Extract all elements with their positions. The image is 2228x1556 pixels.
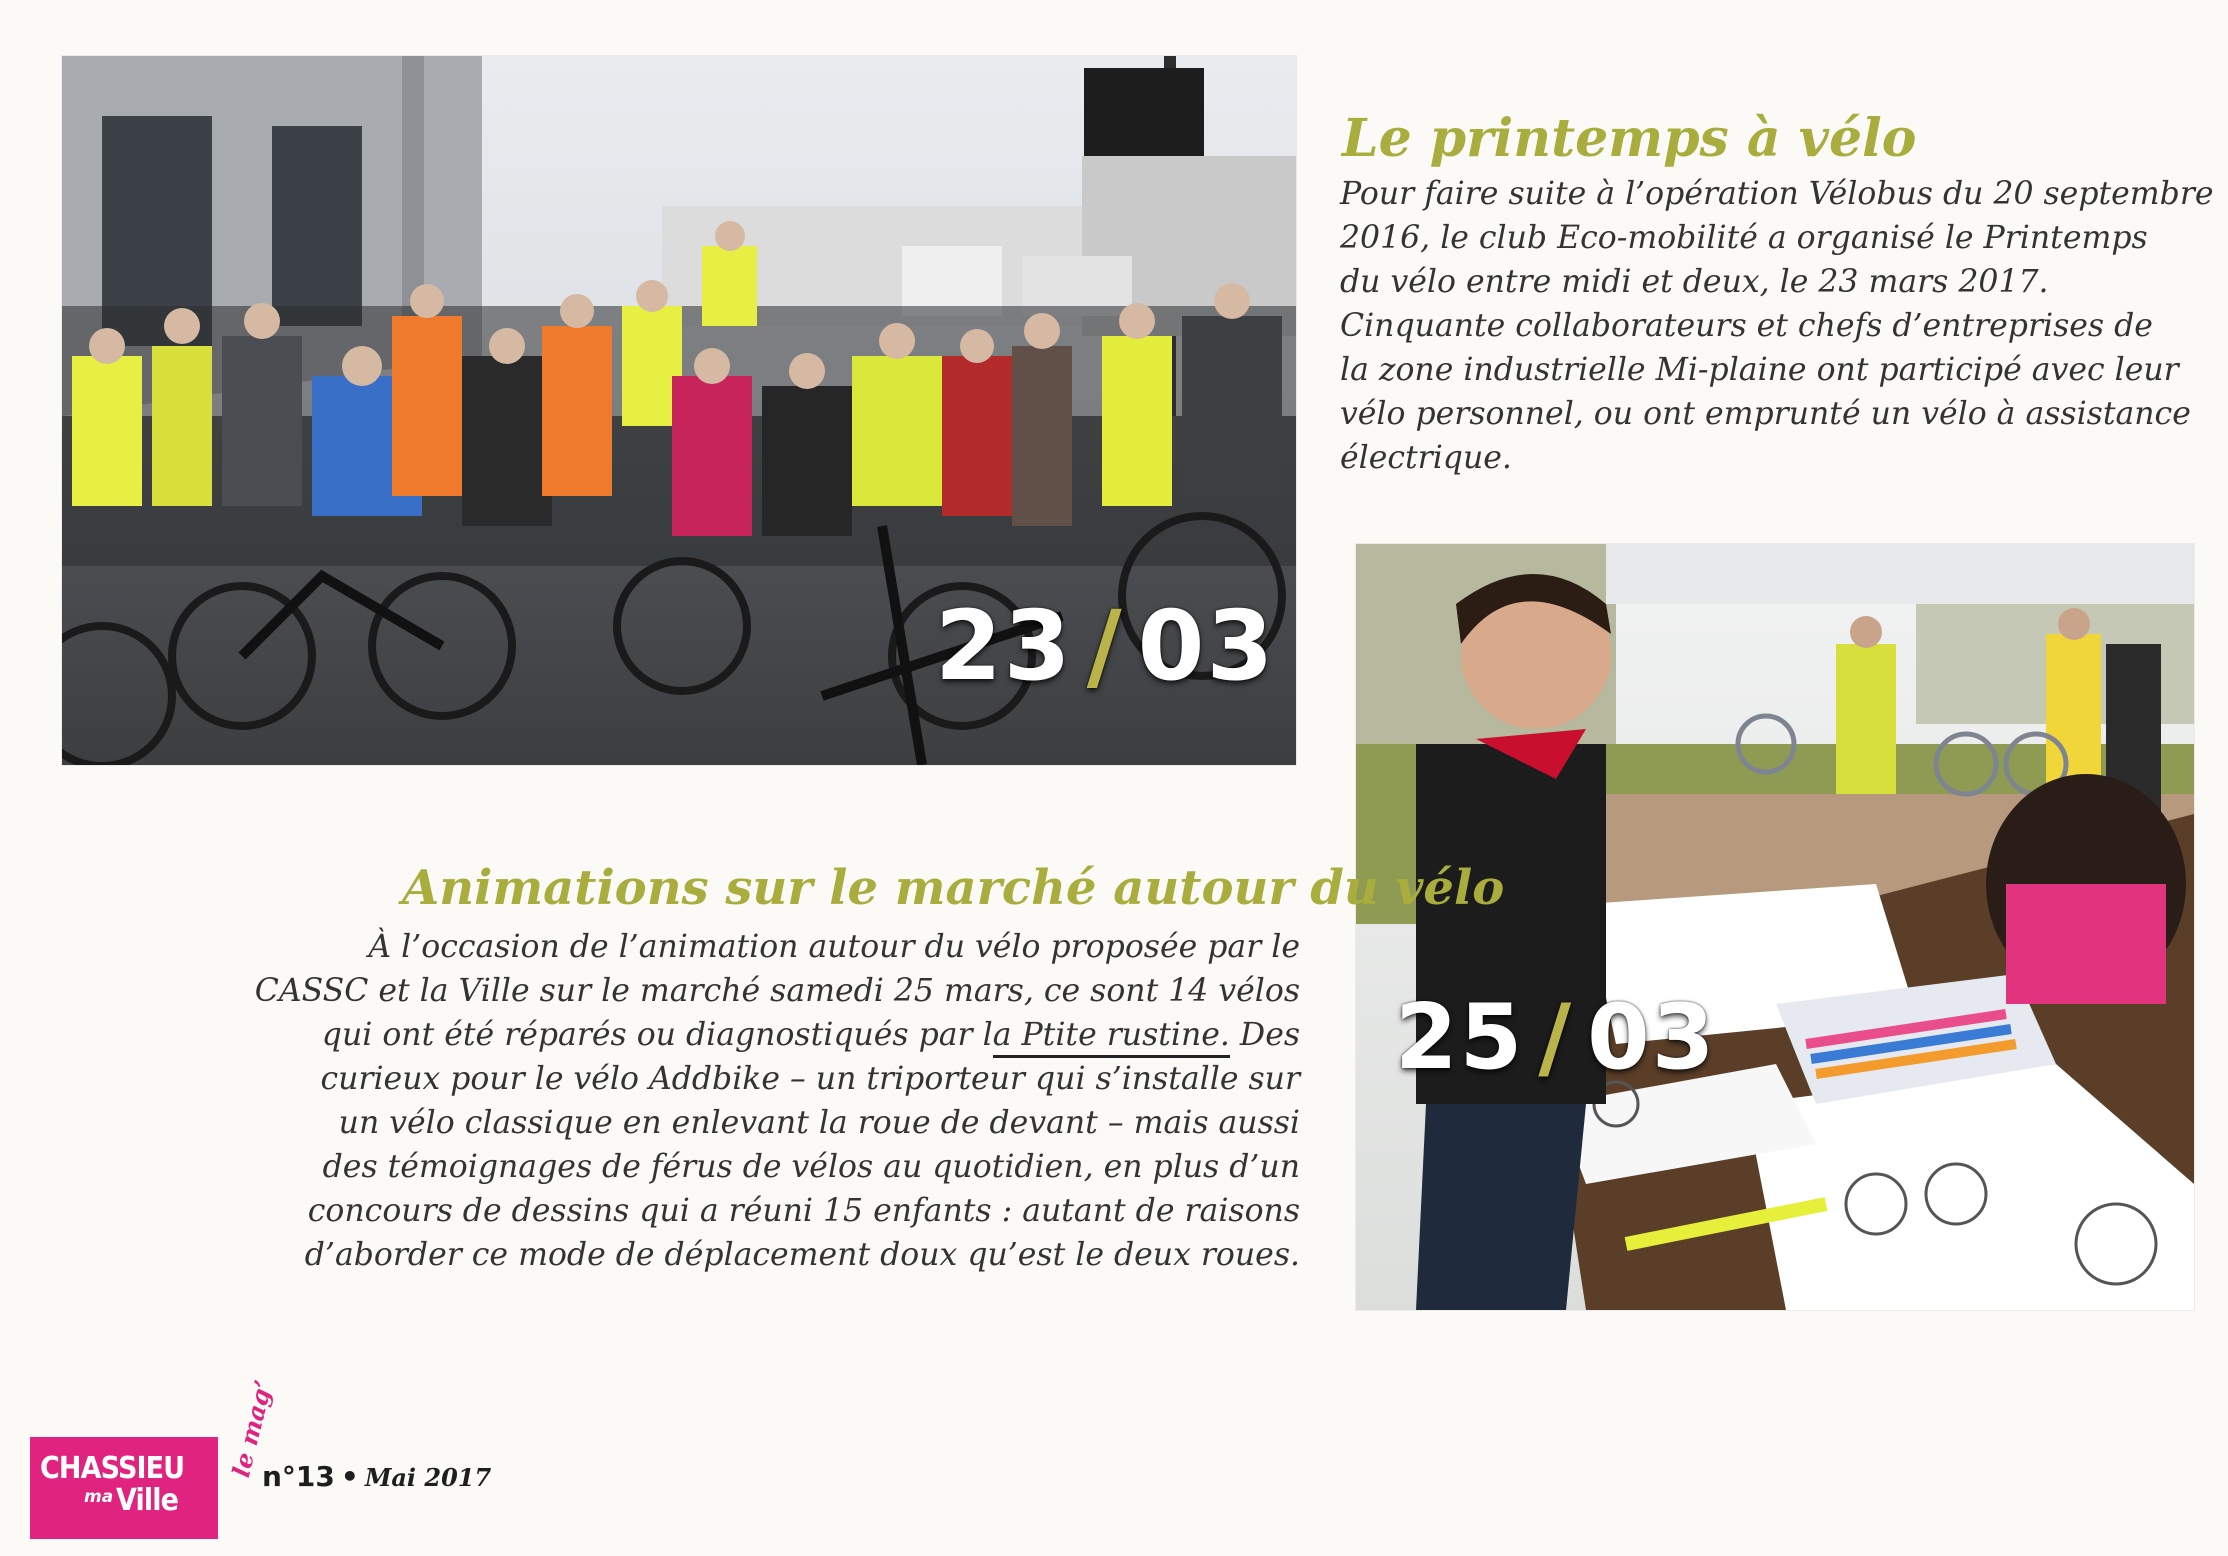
article-1-line: électrique. xyxy=(1340,440,1512,476)
logo-chassieu: CHASSIEU xyxy=(40,1451,185,1486)
stamp-slash: / xyxy=(1086,590,1124,702)
article-2-line xyxy=(255,1013,1300,1057)
photo-date-stamp-2 xyxy=(1395,985,1716,1090)
article-1-heading: Le printemps à vélo xyxy=(1342,108,1917,169)
article-2-line: À l’occasion de l’animation autour du vélo proposée par le xyxy=(368,929,1300,965)
issue-separator: • xyxy=(340,1460,359,1493)
article-2-line-3-end: Des xyxy=(1229,1017,1300,1053)
article-2-line-3-start: qui ont été réparés ou diagnostiqués par l xyxy=(321,1017,993,1053)
article-2-body xyxy=(255,925,1300,1277)
stamp-slash: / xyxy=(1538,985,1574,1090)
stamp-day: 25 xyxy=(1395,985,1525,1090)
article-2-heading: Animations sur le marché autour du vélo xyxy=(402,860,1505,916)
stamp-month: 03 xyxy=(1137,590,1276,702)
issue-date: Mai 2017 xyxy=(364,1463,492,1492)
photo-drawing-illustration xyxy=(1356,544,2194,1310)
logo-ma: ma xyxy=(84,1487,114,1507)
article-1-line: du vélo entre midi et deux, le 23 mars 2017. xyxy=(1340,264,2049,300)
logo-ville: Ville xyxy=(116,1483,179,1518)
issue-info xyxy=(262,1460,491,1493)
article-1-line: Cinquante collaborateurs et chefs d’entreprises de xyxy=(1340,308,2153,344)
stamp-day: 23 xyxy=(935,590,1073,702)
stamp-month: 03 xyxy=(1587,985,1717,1090)
article-1-line: vélo personnel, ou ont emprunté un vélo à assistance xyxy=(1340,396,2191,432)
chassieu-magazine-logo xyxy=(30,1377,279,1539)
article-2-line: un vélo classique en enlevant la roue de devant – mais aussi xyxy=(338,1105,1300,1141)
article-1-line: Pour faire suite à l’opération Vélobus du 20 septembre xyxy=(1340,176,2214,212)
article-2-line: concours de dessins qui a réuni 15 enfants : autant de raisons xyxy=(307,1193,1300,1229)
photo-children-drawing xyxy=(1356,544,2194,1310)
ptite-rustine-underlined: a Ptite rustine. xyxy=(993,1017,1230,1058)
article-2-line: des témoignages de férus de vélos au quotidien, en plus d’un xyxy=(322,1149,1300,1185)
issue-number: n°13 xyxy=(262,1460,335,1493)
article-1-body xyxy=(1340,172,2214,480)
article-1-line: 2016, le club Eco-mobilité a organisé le Printemps xyxy=(1340,220,2148,256)
article-1-line: la zone industrielle Mi-plaine ont participé avec leur xyxy=(1340,352,2179,388)
article-2-line: curieux pour le vélo Addbike – un triporteur qui s’installe sur xyxy=(320,1061,1300,1097)
article-2-line: d’aborder ce mode de déplacement doux qu’est le deux roues. xyxy=(304,1237,1300,1273)
logo-le-mag: le mag’ xyxy=(226,1377,279,1481)
photo-date-stamp-1 xyxy=(935,590,1275,702)
article-2-line: CASSC et la Ville sur le marché samedi 25 mars, ce sont 14 vélos xyxy=(254,973,1300,1009)
